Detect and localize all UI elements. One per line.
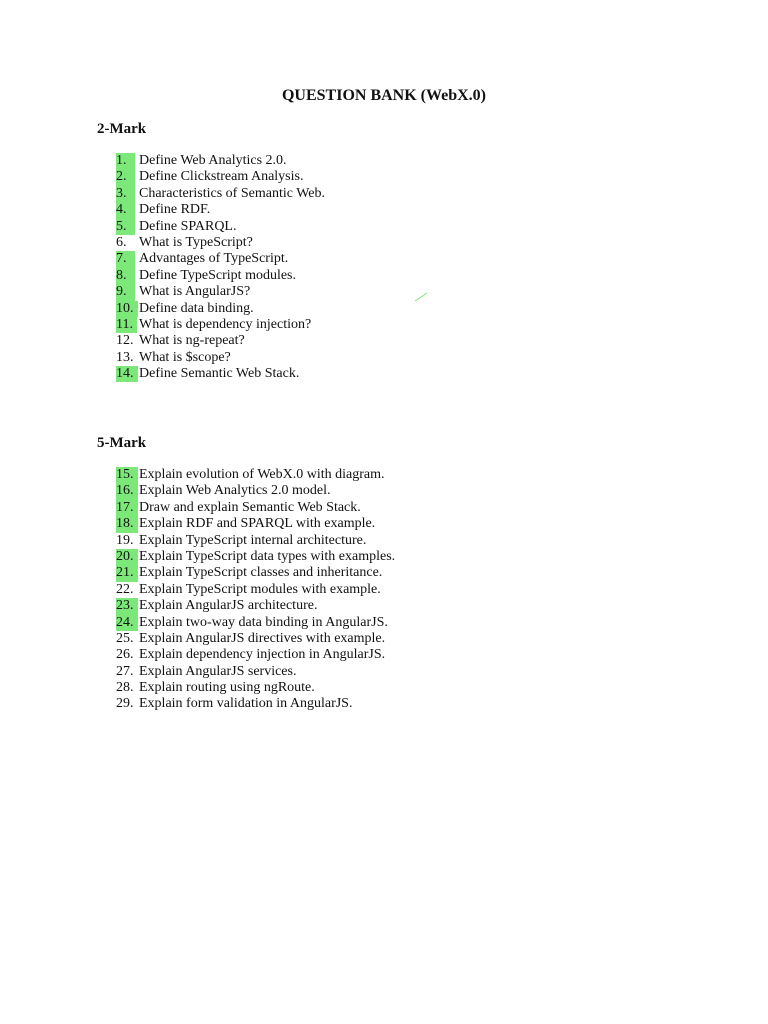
question-number: 18. bbox=[116, 516, 138, 532]
question-text: Explain RDF and SPARQL with example. bbox=[139, 516, 376, 532]
question-number: 21. bbox=[116, 565, 138, 581]
question-number: 16. bbox=[116, 483, 138, 499]
question-number: 1. bbox=[116, 153, 135, 169]
question-number: 19. bbox=[116, 532, 134, 548]
question-number: 8. bbox=[116, 268, 135, 284]
question-text: Explain dependency injection in AngularJS. bbox=[139, 647, 386, 663]
question-text: Characteristics of Semantic Web. bbox=[139, 185, 325, 201]
question-number: 28. bbox=[116, 680, 134, 696]
question-number: 25. bbox=[116, 630, 134, 646]
question-number: 7. bbox=[116, 251, 135, 267]
question-number: 22. bbox=[116, 581, 134, 597]
question-number: 11. bbox=[116, 317, 137, 333]
question-number: 14. bbox=[116, 366, 138, 382]
question-number: 26. bbox=[116, 647, 134, 663]
question-text: What is ng-repeat? bbox=[139, 333, 245, 349]
pen-stroke-mark bbox=[414, 292, 428, 302]
question-number: 4. bbox=[116, 202, 135, 218]
question-text: Explain routing using ngRoute. bbox=[139, 680, 315, 696]
question-number: 12. bbox=[116, 333, 134, 349]
section-heading-5-mark: 5-Mark bbox=[97, 435, 147, 451]
question-text: Explain form validation in AngularJS. bbox=[139, 696, 353, 712]
question-text: Define Clickstream Analysis. bbox=[139, 169, 304, 185]
question-number: 5. bbox=[116, 219, 135, 235]
question-text: What is $scope? bbox=[139, 349, 231, 365]
question-text: Explain TypeScript modules with example. bbox=[139, 581, 381, 597]
question-text: Define data binding. bbox=[139, 300, 254, 316]
question-number: 9. bbox=[116, 284, 135, 300]
question-text: Define RDF. bbox=[139, 202, 211, 218]
question-number: 15. bbox=[116, 467, 138, 483]
question-text: Draw and explain Semantic Web Stack. bbox=[139, 499, 361, 515]
question-text: Explain AngularJS services. bbox=[139, 663, 297, 679]
question-text: Explain TypeScript data types with examples. bbox=[139, 548, 396, 564]
question-text: Explain Web Analytics 2.0 model. bbox=[139, 483, 331, 499]
question-text: What is dependency injection? bbox=[139, 316, 312, 332]
question-number: 17. bbox=[116, 500, 138, 516]
question-number: 23. bbox=[116, 598, 138, 614]
question-text: Define TypeScript modules. bbox=[139, 267, 297, 283]
question-number: 27. bbox=[116, 663, 134, 679]
question-number: 10. bbox=[116, 301, 138, 317]
question-number: 2. bbox=[116, 169, 135, 185]
question-text: Advantages of TypeScript. bbox=[139, 251, 289, 267]
question-text: Explain evolution of WebX.0 with diagram. bbox=[139, 467, 385, 482]
question-number: 20. bbox=[116, 549, 138, 565]
question-text: What is AngularJS? bbox=[139, 284, 251, 300]
question-text: Define Web Analytics 2.0. bbox=[139, 153, 287, 168]
question-text: Explain TypeScript internal architecture. bbox=[139, 532, 367, 548]
question-text: Explain AngularJS directives with example. bbox=[139, 630, 386, 646]
question-number: 24. bbox=[116, 615, 138, 631]
question-number: 3. bbox=[116, 186, 135, 202]
question-text: Explain two-way data binding in AngularJS. bbox=[139, 614, 388, 630]
question-number: 13. bbox=[116, 349, 134, 365]
question-text: Explain AngularJS architecture. bbox=[139, 598, 318, 614]
question-text: Explain TypeScript classes and inheritance. bbox=[139, 565, 383, 581]
question-text: Define Semantic Web Stack. bbox=[139, 366, 300, 382]
question-text: Define SPARQL. bbox=[139, 218, 237, 234]
question-number: 29. bbox=[116, 696, 134, 712]
question-text: What is TypeScript? bbox=[139, 234, 253, 250]
section-heading-2-mark: 2-Mark bbox=[97, 121, 147, 137]
question-number: 6. bbox=[116, 234, 127, 250]
page-title: QUESTION BANK (WebX.0) bbox=[281, 87, 487, 104]
